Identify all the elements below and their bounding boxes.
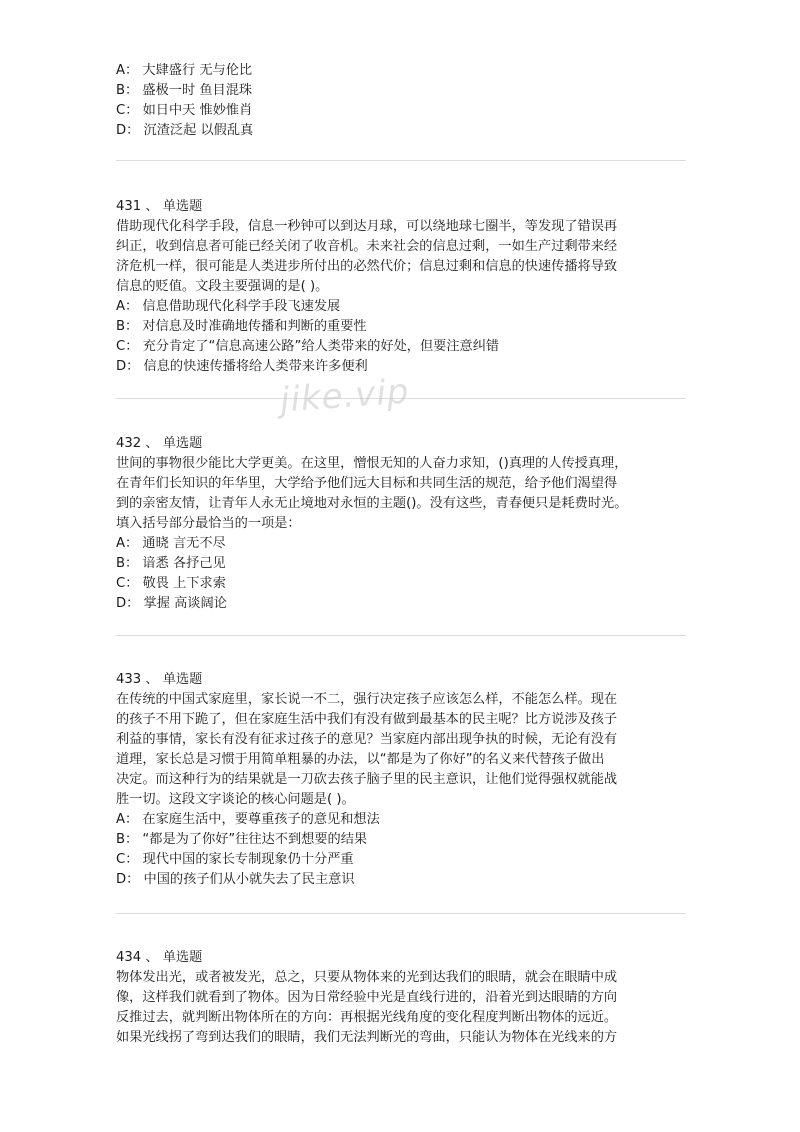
question-433	[116, 670, 686, 890]
option-a[interactable]: A： 信息借助现代化科学手段飞速发展	[116, 299, 341, 314]
watermark: jike.vip	[278, 371, 411, 421]
option-c[interactable]: C： 敬畏 上下求索	[116, 576, 226, 591]
question-header: 431 、 单选题	[116, 199, 203, 214]
question-header: 432 、 单选题	[116, 436, 203, 451]
option-b[interactable]: B： 对信息及时准确地传播和判断的重要性	[116, 319, 367, 334]
question-header: 434 、 单选题	[116, 950, 203, 965]
question-stem-line: 的孩子不用下跪了，但在家庭生活中我们有没有做到最基本的民主呢？比方说涉及孩子	[116, 712, 618, 727]
question-stem-line: 在传统的中国式家庭里，家长说一不二，强行决定孩子应该怎么样，不能怎么样。现在	[116, 692, 618, 707]
question-stem-line: 到的亲密友情，让青年人永无止境地对永恒的主题()。没有这些，青春便只是耗费时光。	[116, 496, 628, 511]
question-stem-line: 纠正，收到信息者可能已经关闭了收音机。未来社会的信息过剩，一如生产过剩带来经	[116, 239, 618, 254]
option-c[interactable]: C： 充分肯定了“信息高速公路”给人类带来的好处，但要注意纠错	[116, 339, 500, 354]
question-stem-line: 像，这样我们就看到了物体。因为日常经验中光是直线行进的，沿着光到达眼睛的方向	[116, 990, 618, 1005]
question-432	[116, 434, 686, 614]
question-stem-line: 道理，家长总是习惯于用简单粗暴的办法，以“都是为了你好”的名义来代替孩子做出	[116, 752, 605, 767]
option-c[interactable]: C： 如日中天 惟妙惟肖	[116, 103, 253, 118]
question-430-options	[116, 61, 686, 141]
question-434	[116, 948, 686, 1048]
question-stem-line: 胜一切。这段文字谈论的核心问题是( )。	[116, 792, 355, 807]
option-d[interactable]: D： 中国的孩子们从小就失去了民主意识	[116, 872, 355, 887]
divider	[116, 160, 686, 161]
option-b[interactable]: B： 谙悉 各抒己见	[116, 556, 226, 571]
option-a[interactable]: A： 通晓 言无不尽	[116, 536, 226, 551]
question-stem-line: 反推过去，就判断出物体所在的方向：再根据光线角度的变化程度判断出物体的远近。	[116, 1010, 618, 1025]
question-431	[116, 197, 686, 377]
option-b[interactable]: B： 盛极一时 鱼目混珠	[116, 83, 253, 98]
option-a[interactable]: A： 在家庭生活中，要尊重孩子的意见和想法	[116, 812, 380, 827]
question-stem-line: 物体发出光，或者被发光，总之，只要从物体来的光到达我们的眼睛，就会在眼睛中成	[116, 970, 618, 985]
question-stem-line: 利益的事情，家长有没有征求过孩子的意见？当家庭内部出现争执的时候，无论有没有	[116, 732, 618, 747]
question-stem-line: 如果光线拐了弯到达我们的眼睛，我们无法判断光的弯曲，只能认为物体在光线来的方	[116, 1030, 618, 1045]
option-c[interactable]: C： 现代中国的家长专制现象仍十分严重	[116, 852, 354, 867]
divider	[116, 635, 686, 636]
question-stem-line: 借助现代化科学手段，信息一秒钟可以到达月球，可以绕地球七圈半，等发现了错误再	[116, 219, 618, 234]
option-d[interactable]: D： 信息的快速传播将给人类带来许多便利	[116, 359, 368, 374]
option-d[interactable]: D： 沉渣泛起 以假乱真	[116, 123, 254, 138]
question-stem-line: 决定。而这种行为的结果就是一刀砍去孩子脑子里的民主意识，让他们觉得强权就能战	[116, 772, 618, 787]
question-stem-line: 信息的贬值。文段主要强调的是( )。	[116, 279, 329, 294]
question-stem-line: 世间的事物很少能比大学更美。在这里，憎恨无知的人奋力求知，()真理的人传授真理，	[116, 456, 628, 471]
question-stem-line: 在青年们长知识的年华里，大学给予他们远大目标和共同生活的规范，给予他们渴望得	[116, 476, 618, 491]
option-b[interactable]: B： “都是为了你好”往往达不到想要的结果	[116, 832, 368, 847]
question-header: 433 、 单选题	[116, 672, 203, 687]
divider	[116, 913, 686, 914]
option-d[interactable]: D： 掌握 高谈阔论	[116, 596, 227, 611]
question-stem-line: 填入括号部分最恰当的一项是：	[116, 516, 301, 531]
question-stem-line: 济危机一样，很可能是人类进步所付出的必然代价；信息过剩和信息的快速传播将导致	[116, 259, 618, 274]
option-a[interactable]: A： 大肆盛行 无与伦比	[116, 63, 253, 78]
